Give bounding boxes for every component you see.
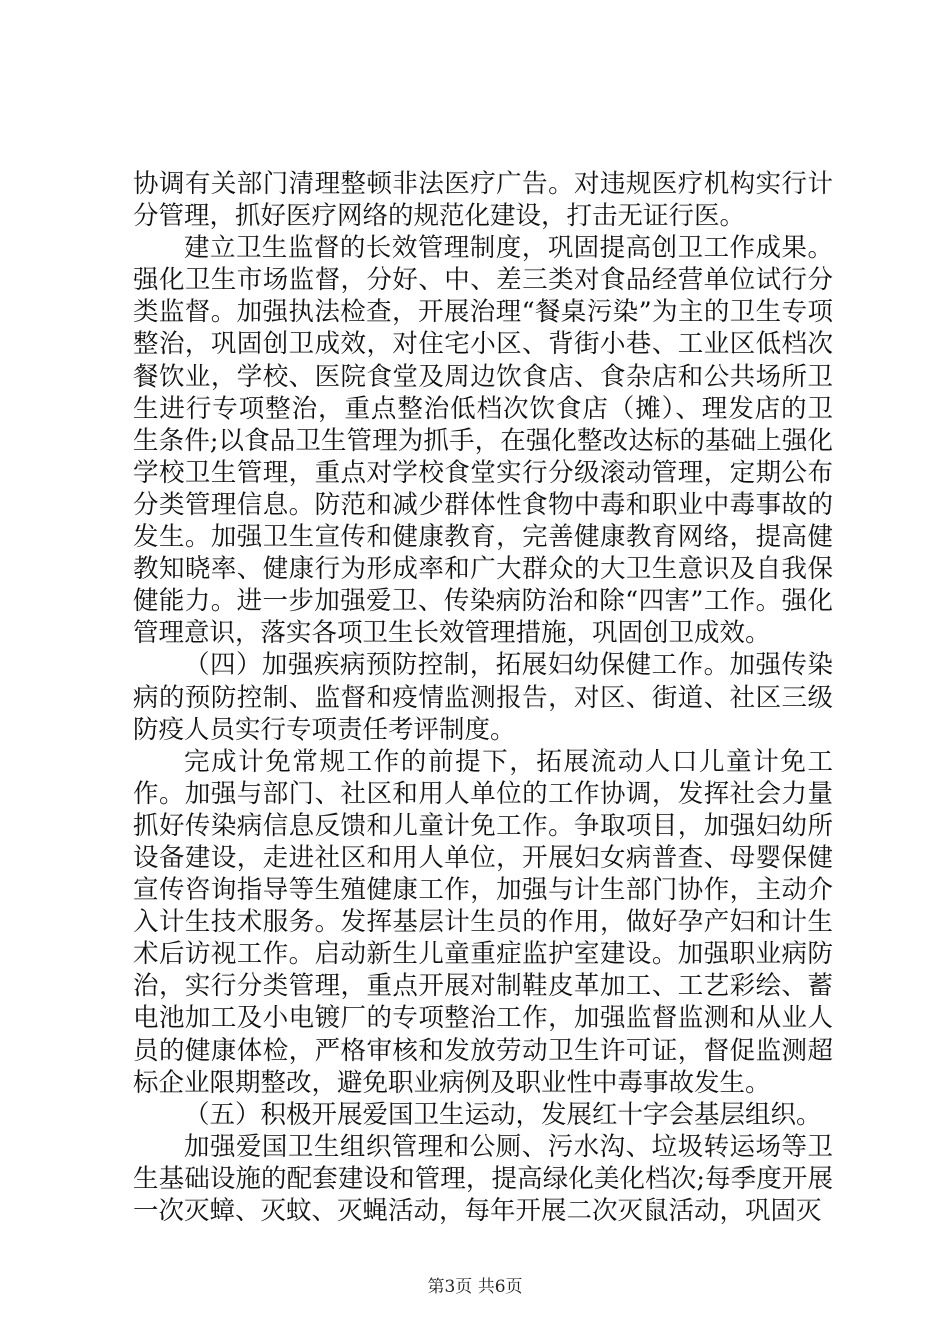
page-footer: 第3页 共6页: [427, 1277, 523, 1297]
document-body: [133, 168, 833, 1227]
paragraph-4: 完成计免常规工作的前提下，拓展流动人口儿童计免工作。加强与部门、社区和用人单位的工作协调，发挥社会力量抓好传染病信息反馈和儿童计免工作。争取项目，加强妇幼所设备建设，走进社区和用人单位，开展妇女病普查、母婴保健宣传咨询指导等生殖健康工作，加强与计生部门协作，主动介入计生技术服务。发挥基层计生员的作用，做好孕产妇和计生术后访视工作。启动新生儿童重症监护室建设。加强职业病防治，实行分类管理，重点开展对制鞋皮革加工、工艺彩绘、蓄电池加工及小电镀厂的专项整治工作，加强监督监测和从业人员的健康体检，严格审核和发放劳动卫生许可证，督促监测超标企业限期整改，避免职业病例及职业性中毒事故发生。: [133, 746, 833, 1098]
paragraph-3: （四）加强疾病预防控制，拓展妇幼保健工作。加强传染病的预防控制、监督和疫情监测报告，对区、街道、社区三级防疫人员实行专项责任考评制度。: [133, 650, 833, 745]
paragraph-6: 加强爱国卫生组织管理和公厕、污水沟、垃圾转运场等卫生基础设施的配套建设和管理，提高绿化美化档次;每季度开展一次灭蟑、灭蚊、灭蝇活动，每年开展二次灭鼠活动，巩固灭: [133, 1131, 833, 1226]
paragraph-2: 建立卫生监督的长效管理制度，巩固提高创卫工作成果。强化卫生市场监督，分好、中、差三类对食品经营单位试行分类监督。加强执法检查，开展治理“餐桌污染”为主的卫生专项整治，巩固创卫成效，对住宅小区、背街小巷、工业区低档次餐饮业，学校、医院食堂及周边饮食店、食杂店和公共场所卫生进行专项整治，重点整治低档次饮食店（摊）、理发店的卫生条件;以食品卫生管理为抓手，在强化整改达标的基础上强化学校卫生管理，重点对学校食堂实行分级滚动管理，定期公布分类管理信息。防范和减少群体性食物中毒和职业中毒事故的发生。加强卫生宣传和健康教育，完善健康教育网络，提高健教知晓率、健康行为形成率和广大群众的大卫生意识及自我保健能力。进一步加强爱卫、传染病防治和除“四害”工作。强化管理意识，落实各项卫生长效管理措施，巩固创卫成效。: [133, 233, 833, 649]
paragraph-5: （五）积极开展爱国卫生运动，发展红十字会基层组织。: [184, 1099, 822, 1130]
paragraph-1: 协调有关部门清理整顿非法医疗广告。对违规医疗机构实行计分管理，抓好医疗网络的规范化建设，打击无证行医。: [133, 169, 833, 232]
